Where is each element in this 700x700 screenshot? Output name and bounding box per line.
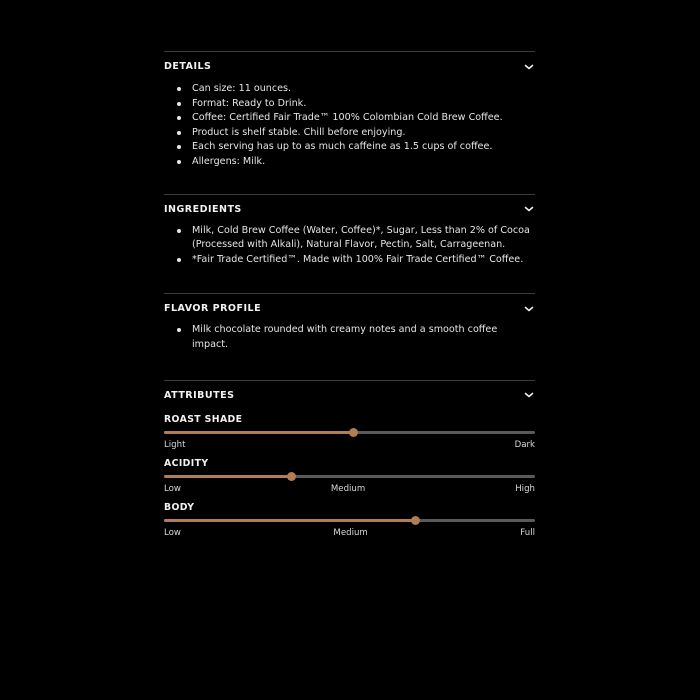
acidity-label: ACIDITY — [164, 457, 209, 469]
chevron-down-icon[interactable] — [524, 204, 534, 214]
flavor-profile-section — [164, 293, 535, 379]
roast-shade-attribute — [164, 413, 535, 451]
chevron-down-icon[interactable] — [524, 390, 534, 400]
chevron-down-icon[interactable] — [524, 62, 534, 72]
body-fill — [164, 519, 416, 522]
attribute-scales — [164, 410, 535, 539]
details-header[interactable] — [164, 52, 535, 81]
roast-shade-knob — [349, 428, 358, 437]
flavor-profile-title: FLAVOR PROFILE — [164, 303, 262, 315]
scale-label-medium: Medium — [333, 527, 368, 538]
details-list — [164, 81, 535, 194]
roast-shade-fill — [164, 431, 353, 434]
body-knob — [411, 516, 420, 525]
roast-shade-label: ROAST SHADE — [164, 413, 243, 425]
scale-label-low: Low — [164, 483, 181, 494]
acidity-scale — [164, 483, 535, 495]
body-scale — [164, 527, 535, 539]
list-item: Each serving has up to as much caffeine as 1.5 cups of coffee. — [192, 140, 535, 155]
body-label: BODY — [164, 501, 195, 513]
ingredients-section — [164, 194, 535, 294]
roast-shade-track — [164, 431, 535, 434]
acidity-attribute — [164, 457, 535, 495]
attributes-section — [164, 380, 535, 539]
attributes-header[interactable] — [164, 381, 535, 410]
list-item: Milk, Cold Brew Coffee (Water, Coffee)*, Sugar, Less than 2% of Cocoa (Processed with Alkali), Natural Flavor, Pectin, Salt, Carrageenan. — [192, 224, 535, 253]
scale-label-high: High — [515, 483, 535, 494]
list-item: Milk chocolate rounded with creamy notes and a smooth coffee impact. — [192, 323, 535, 352]
acidity-track — [164, 475, 535, 478]
product-info-accordion — [164, 51, 535, 545]
attributes-title: ATTRIBUTES — [164, 389, 235, 401]
list-item: Coffee: Certified Fair Trade™ 100% Colombian Cold Brew Coffee. — [192, 111, 535, 126]
acidity-knob — [287, 472, 296, 481]
details-title: DETAILS — [164, 61, 212, 72]
ingredients-list — [164, 224, 535, 294]
scale-label-full: Full — [520, 527, 535, 538]
scale-label-medium: Medium — [330, 483, 366, 494]
flavor-profile-list — [164, 323, 535, 379]
ingredients-title: INGREDIENTS — [164, 203, 242, 215]
list-item: Format: Ready to Drink. — [192, 97, 535, 112]
chevron-down-icon[interactable] — [524, 304, 534, 314]
details-section — [164, 51, 535, 194]
flavor-profile-header[interactable] — [164, 294, 535, 323]
scale-label-low: Low — [164, 527, 181, 538]
acidity-fill — [164, 475, 292, 478]
scale-label-light: Light — [164, 439, 186, 450]
list-item: Can size: 11 ounces. — [192, 82, 535, 97]
roast-shade-scale — [164, 439, 535, 451]
body-attribute — [164, 501, 535, 539]
list-item: Allergens: Milk. — [192, 155, 535, 170]
list-item: Product is shelf stable. Chill before enjoying. — [192, 126, 535, 141]
list-item: *Fair Trade Certified™. Made with 100% Fair Trade Certified™ Coffee. — [192, 253, 535, 268]
scale-label-dark: Dark — [514, 439, 535, 450]
body-track — [164, 519, 535, 522]
ingredients-header[interactable] — [164, 195, 535, 224]
